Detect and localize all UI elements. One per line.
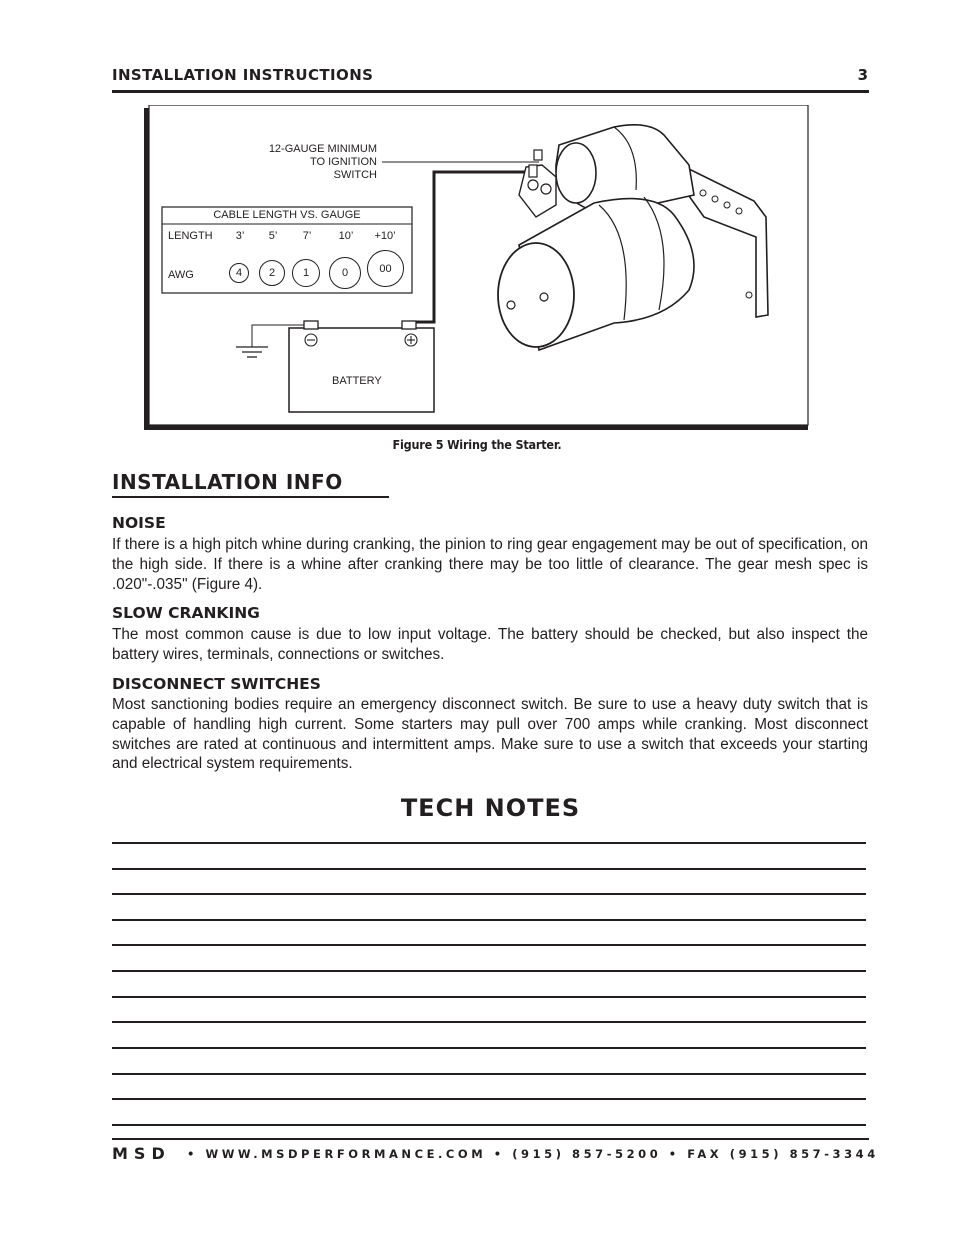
note-line — [112, 842, 866, 844]
length-label: LENGTH — [168, 230, 213, 242]
awg-label: AWG — [168, 269, 194, 281]
disconnect-switches-heading: DISCONNECT SWITCHES — [112, 675, 321, 693]
gauge-circle: 1 — [292, 259, 320, 287]
note-line — [112, 1073, 866, 1075]
figure-caption: Figure 5 Wiring the Starter. — [392, 437, 562, 452]
header-title: INSTALLATION INSTRUCTIONS — [112, 66, 374, 84]
length-cell: 5’ — [268, 230, 278, 242]
page-number: 3 — [857, 66, 868, 84]
page-header — [112, 66, 868, 88]
note-line — [112, 1098, 866, 1100]
gauge-circle: 4 — [229, 263, 249, 283]
length-cell: 7’ — [302, 230, 312, 242]
note-line — [112, 893, 866, 895]
battery-label: BATTERY — [332, 375, 382, 387]
note-line — [112, 919, 866, 921]
wire-label-line: TO IGNITION — [309, 156, 377, 168]
wiring-figure — [144, 105, 810, 431]
note-line — [112, 944, 866, 946]
wire-label-line: SWITCH — [333, 169, 377, 181]
slow-cranking-heading: SLOW CRANKING — [112, 604, 260, 622]
note-line — [112, 1047, 866, 1049]
gauge-circle: 2 — [259, 260, 285, 286]
note-line — [112, 868, 866, 870]
length-cell: +10’ — [374, 230, 396, 242]
note-line — [112, 996, 866, 998]
cable-table-title: CABLE LENGTH VS. GAUGE — [213, 209, 361, 221]
length-cell: 3’ — [235, 230, 245, 242]
page-footer — [112, 1144, 879, 1164]
tech-notes-heading: TECH NOTES — [400, 794, 581, 822]
footer-brand: MSD — [112, 1144, 171, 1163]
note-line — [112, 970, 866, 972]
noise-heading: NOISE — [112, 514, 166, 532]
slow-cranking-text: The most common cause is due to low input voltage. The battery should be checked, but also inspect the battery wires, terminals, connections or switches. — [112, 626, 868, 663]
length-cell: 10’ — [338, 230, 354, 242]
footer-info: • WWW.MSDPERFORMANCE.COM • (915) 857-5200 • FAX (915) 857-3344 — [187, 1147, 879, 1161]
wire-label — [251, 143, 377, 182]
note-line — [112, 1124, 866, 1126]
gauge-circle: 00 — [367, 250, 404, 287]
header-rule — [112, 90, 869, 93]
heading-rule — [112, 496, 389, 498]
noise-text: If there is a high pitch whine during cranking, the pinion to ring gear engagement may be out of specification, on the high side. If there is a whine after cranking there may be too little of clearance. The gear mesh spec is .020"-.035" (Figure 4). — [112, 536, 868, 593]
footer-rule — [112, 1138, 869, 1140]
note-line — [112, 1021, 866, 1023]
section-heading: INSTALLATION INFO — [112, 470, 343, 494]
wire-label-line: 12-GAUGE MINIMUM — [268, 143, 377, 155]
disconnect-switches-text: Most sanctioning bodies require an emergency disconnect switch. Be sure to use a heavy duty switch that is capable of handling high current. Some starters may pull over 700 amps while cranking. Most disconnect switches are rated at continuous and intermittent amps. Make sure to use a switch that exceeds your starting and electrical system requirements. — [112, 696, 868, 773]
gauge-circle: 0 — [329, 257, 361, 289]
